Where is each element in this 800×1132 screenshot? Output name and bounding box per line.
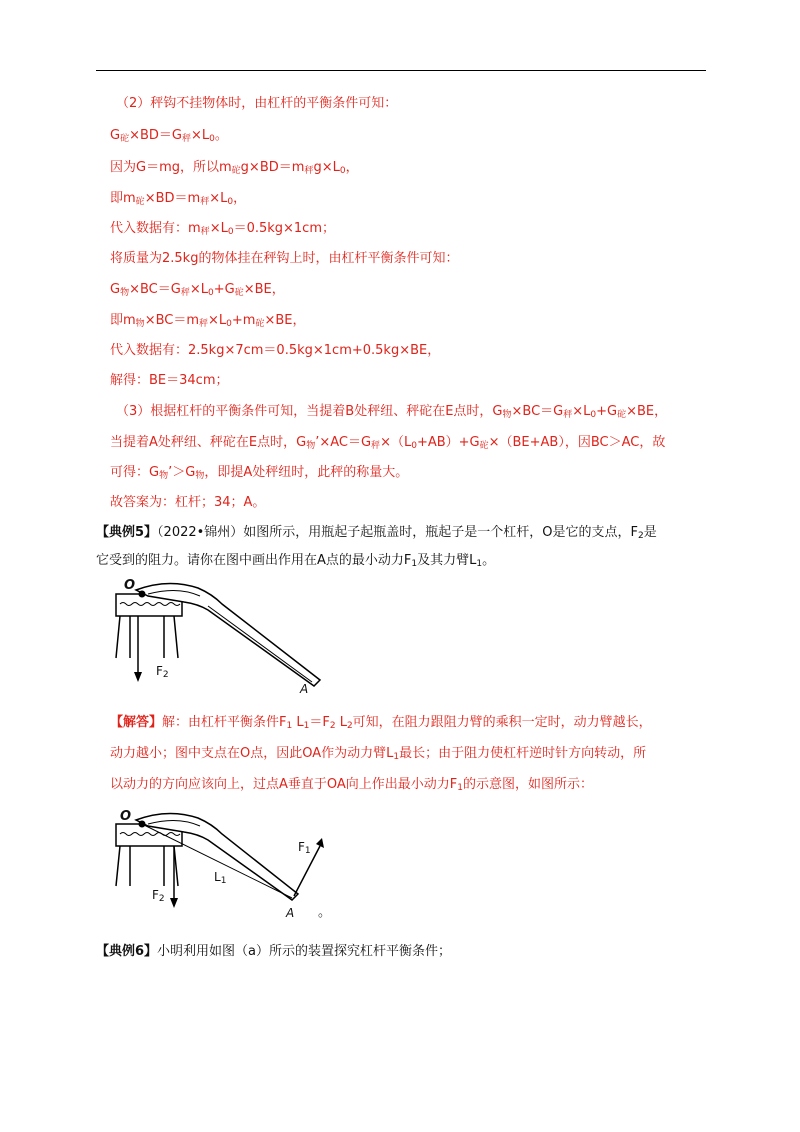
part2-line-10: 解得：BE＝34cm；: [110, 373, 229, 388]
part2-line-5: 代入数据有：$m_秤\times L_0=0.5kg\times 1cm$；: [110, 221, 335, 237]
figure-bottle-opener-2: [108, 806, 348, 921]
part2-line-8: 即$m_物\times BC=m_秤\times L_0+m_砣\times BE$，: [110, 313, 306, 329]
part3-line-4: 故答案为：杠杆；34；A。: [110, 495, 266, 510]
part3-line-3: 可得：$G_物’>G_物$，即提A处秤纽时，此秤的称量大。: [110, 465, 409, 481]
example5-line-1: 【典例5】（2022•锦州）如图所示，用瓶起子起瓶盖时，瓶起子是一个杠杆，O是它的支点，$F_2$是: [96, 525, 657, 541]
part2-line-2: $G_砣\times BD=G_秤\times L_0$。: [110, 128, 228, 144]
fig2-label-o: O: [120, 809, 132, 824]
part2-line-9: 代入数据有：2.5kg×7cm＝0.5kg×1cm+0.5kg×BE，: [110, 343, 441, 358]
fig2-label-l1: $L_1$: [214, 870, 227, 886]
example6-tag: 【典例6】: [96, 944, 158, 959]
figure-bottle-opener-1: [108, 576, 338, 696]
part2-line-6: 将质量为2.5kg的物体挂在秤钩上时，由杠杆平衡条件可知：: [110, 251, 459, 266]
fig1-label-f2: $F_2$: [156, 664, 169, 680]
fig1-label-o: O: [124, 578, 136, 593]
part3-line-2: 当提着A处秤纽、秤砣在E点时，$G_物’\times AC=G_秤\times(L_0+AB)+G_砣\times(BE+AB)$，因BC＞AC，故: [110, 435, 666, 451]
header-rule: [96, 70, 706, 71]
example5-line-2: 它受到的阻力。请你在图中画出作用在A点的最小动力$F_1$及其力臂$L_1$。: [96, 553, 496, 569]
part2-line-3: 因为G＝mg，所以$m_砣g\times BD=m_秤g\times L_0$，: [110, 160, 359, 176]
answer5-tag: 【解答】: [110, 715, 163, 730]
part2-line-4: 即$m_砣\times BD=m_秤\times L_0$，: [110, 191, 247, 207]
part3-line-1: （3）根据杠杆的平衡条件可知，当提着B处秤纽、秤砣在E点时，$G_物\times BC=G_秤\times L_0+G_砣\times BE$，: [116, 404, 668, 420]
answer5-line-2: 动力越小；图中支点在O点，因此OA作为动力臂$L_1$最长；由于阻力使杠杆逆时针方向转动，所: [110, 746, 647, 762]
fig2-label-f1: $F_1$: [298, 840, 311, 856]
fig2-end-mark: 。: [318, 905, 332, 920]
fig1-label-a: A: [300, 682, 309, 696]
fig2-label-f2: $F_2$: [152, 888, 165, 904]
part2-line-1: （2）秤钩不挂物体时，由杠杆的平衡条件可知：: [116, 96, 398, 111]
example5-tag: 【典例5】: [96, 525, 158, 540]
fig2-label-a: A: [286, 906, 295, 920]
answer5-line-1: 【解答】解：由杠杆平衡条件$F_1$ $L_1=F_2$ $L_2$可知，在阻力跟阻力臂的乘积一定时，动力臂越长，: [110, 715, 652, 731]
example6-line: 【典例6】小明利用如图（a）所示的装置探究杠杆平衡条件；: [96, 944, 452, 959]
answer5-line-3: 以动力的方向应该向上，过点A垂直于OA向上作出最小动力$F_1$的示意图，如图所示：: [110, 777, 594, 793]
part2-line-7: $G_物\times BC=G_秤\times L_0+G_砣\times BE$，: [110, 282, 285, 298]
